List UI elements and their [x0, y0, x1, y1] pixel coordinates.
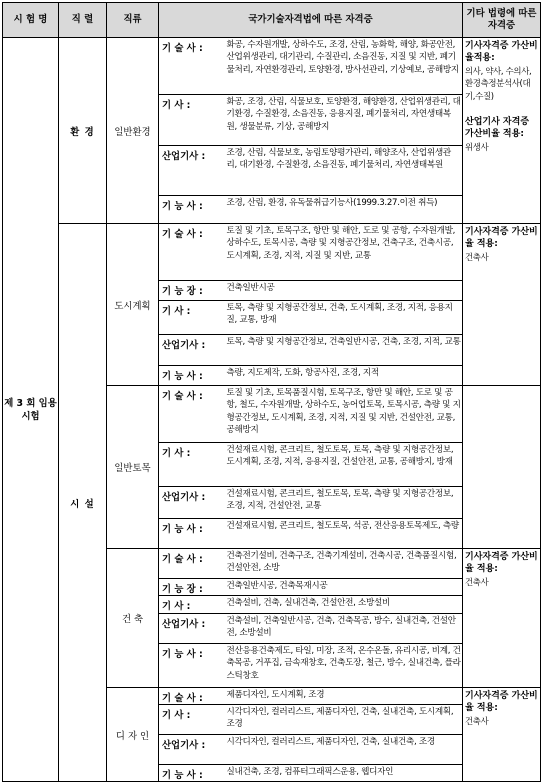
cert-list: 건축설비, 건축, 실내건축, 건설안전, 소방설비 [225, 596, 463, 614]
grade-label: 기 술 사 : [159, 224, 225, 281]
cert-list: 토질 및 기초, 토목구조, 항만 및 해안, 도로 및 공항, 수자원개발, 상하수도, 토목시공, 측량 및 지형공간정보, 건축구조, 건축시공, 도시계획, 조경, 지적, 지질 및 지반, 교통 [225, 224, 463, 281]
table-row [3, 224, 541, 281]
grade-label: 기 사 : [159, 705, 225, 735]
cert-list: 건축일반시공 [225, 281, 463, 301]
cert-list: 건축설비, 건축일반시공, 건축, 건축목공, 방수, 실내건축, 건설안전, 소방설비 [225, 614, 463, 644]
grade-label: 기 사 : [159, 301, 225, 335]
header-row [3, 3, 541, 38]
cert-list: 실내건축, 조경, 컴퓨터그래픽스운용, 웹디자인 [225, 765, 463, 782]
grade-label: 기 능 사 : [159, 196, 225, 224]
other-cert-cell [463, 38, 541, 224]
grade-label: 산업기사 : [159, 735, 225, 765]
table-row [3, 38, 541, 95]
cert-list: 건설재료시험, 콘크리트, 철도토목, 석공, 전산응용토목제도, 측량 [225, 519, 463, 549]
job-general-civil: 일반토목 [107, 386, 159, 549]
other-cert-list: 건축사 [465, 576, 489, 587]
cert-list: 건설재료시험, 콘크리트, 철도토목, 토목, 측량 및 지형공간정보, 도시계획, 조경, 지적, 응용지질, 건설안전, 교통, 공해방지, 방재 [225, 443, 463, 487]
other-cert-cell [463, 549, 541, 688]
grade-label: 기 능 장 : [159, 281, 225, 301]
job-general-environment: 일반환경 [107, 38, 159, 224]
cert-list: 토목, 측량 및 지형공간정보, 건축일반시공, 건축, 조경, 지적, 교통 [225, 335, 463, 366]
grade-label: 기 능 사 : [159, 765, 225, 782]
cert-list: 건축전기설비, 건축구조, 건축기계설비, 건축시공, 건축품질시험, 건설안전, 소방 [225, 549, 463, 579]
grade-label: 기 능 사 : [159, 644, 225, 688]
grade-label: 산업기사 : [159, 146, 225, 196]
cert-list: 토목, 측량 및 지형공간정보, 건축, 도시계획, 조경, 지적, 응용지질, 교통, 방재 [225, 301, 463, 335]
job-design: 디 자 인 [107, 688, 159, 782]
bonus-rule-label: 산업기사 자격증 가산비율 적용: [465, 117, 530, 140]
grade-label: 기 술 사 : [159, 688, 225, 705]
grade-label: 기 능 사 : [159, 366, 225, 386]
other-cert-list: 의사, 약사, 수의사, 환경측정분석사(대기,수질) [465, 65, 532, 101]
grade-label: 기 술 사 : [159, 549, 225, 579]
other-cert-cell [463, 688, 541, 782]
job-urban-planning: 도시계획 [107, 224, 159, 386]
other-cert-list: 위생사 [465, 141, 489, 152]
cert-list: 조경, 산림, 식물보호, 농림토양평가관리, 해양조사, 산업위생관리, 대기환경, 수질환경, 소음진동, 폐기물처리, 자연생태복원 [225, 146, 463, 196]
cert-list: 화공, 수자원개발, 상하수도, 조경, 산림, 농화학, 해양, 화공안전, 산업위생관리, 대기관리, 수질관리, 소음진동, 지질 및 지반, 폐기물처리, 자연환경관리, 토양환경, 방사선관리, 기상예보, 공해방지 [225, 38, 463, 95]
header-job: 직류 [107, 3, 159, 38]
header-other: 기타 법령에 따른 자격증 [463, 3, 541, 38]
certificate-table [2, 2, 541, 782]
grade-label: 기 사 : [159, 443, 225, 487]
cert-list: 전산응용건축제도, 타일, 미장, 조적, 온수온돌, 유리시공, 비계, 건축목공, 거푸집, 금속재창호, 건축도장, 철근, 방수, 실내건축, 플라스틱창호 [225, 644, 463, 688]
job-architecture: 건 축 [107, 549, 159, 688]
grade-label: 기 능 사 : [159, 519, 225, 549]
other-cert-cell [463, 224, 541, 386]
header-exam: 시 험 명 [3, 3, 59, 38]
grade-label: 기 사 : [159, 596, 225, 614]
cert-list: 건축일반시공, 건축목재시공 [225, 579, 463, 596]
grade-label: 기 술 사 : [159, 38, 225, 95]
grade-label: 기 술 사 : [159, 386, 225, 443]
bonus-rule-label: 기사자격증 가산비율 적용: [465, 691, 538, 714]
field-facility: 시 설 [59, 224, 107, 782]
bonus-rule-label: 기사자격증 가산비율 적용: [465, 227, 538, 250]
cert-list: 화공, 조경, 산림, 식물보호, 토양환경, 해양환경, 산업위생관리, 대기환경, 수질환경, 소음진동, 응용지질, 폐기물처리, 자연생태복원, 생물분류, 기상, 공해방지 [225, 95, 463, 146]
bonus-rule-label: 기사자격증 가산비율 적용: [465, 552, 538, 575]
other-cert-list: 건축사 [465, 251, 489, 262]
grade-label: 산업기사 : [159, 335, 225, 366]
grade-label: 기 사 : [159, 95, 225, 146]
cert-list: 시각디자인, 컬러리스트, 제품디자인, 건축, 실내건축, 도시계획, 조경 [225, 705, 463, 735]
cert-list: 조경, 산림, 환경, 유독물취급기능사(1999.3.27.이전 취득) [225, 196, 463, 224]
cert-list: 측량, 지도제작, 도화, 항공사진, 조경, 지적 [225, 366, 463, 386]
cert-list: 제품디자인, 도시계획, 조경 [225, 688, 463, 705]
grade-label: 산업기사 : [159, 614, 225, 644]
header-national: 국가기술자격법에 따른 자격증 [159, 3, 463, 38]
exam-name: 제 3 회 임용시험 [3, 38, 59, 782]
bonus-rule-label: 기사자격증 가산비율적용: [465, 41, 538, 64]
other-cert-cell [463, 386, 541, 549]
field-environment: 환 경 [59, 38, 107, 224]
grade-label: 기 능 장 : [159, 579, 225, 596]
grade-label: 산업기사 : [159, 487, 225, 519]
cert-list: 건설재료시험, 콘크리트, 철도토목, 토목, 측량 및 지형공간정보, 조경, 지적, 건설안전, 교통 [225, 487, 463, 519]
other-cert-list: 건축사 [465, 715, 489, 726]
header-field: 직 렬 [59, 3, 107, 38]
cert-list: 시각디자인, 컬러리스트, 제품디자인, 건축, 실내건축, 조경 [225, 735, 463, 765]
cert-list: 토질 및 기초, 토목품질시험, 토목구조, 항만 및 해안, 도로 및 공항, 철도, 수자원개발, 상하수도, 농어업토목, 토목시공, 측량 및 지형공간정보, 도시계획, 조경, 지적, 지질 및 지반, 건설안전, 교통, 공해방지 [225, 386, 463, 443]
